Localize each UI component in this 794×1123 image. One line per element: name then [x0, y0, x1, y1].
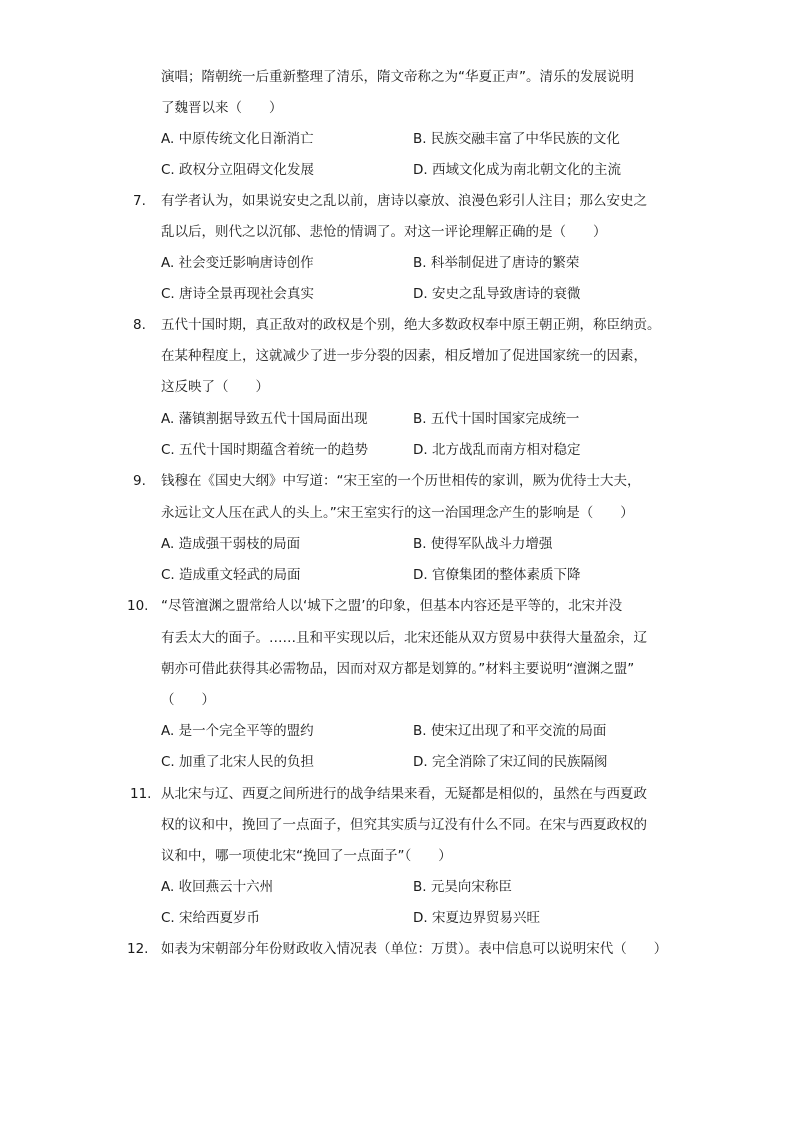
question-11-line-3: 议和中，哪一项使北宋“挽回了一点面子”（ ）	[161, 848, 452, 864]
question-9-number: 9.	[133, 473, 146, 489]
question-10-line-2: 有丢太大的面子。……且和平实现以后，北宋还能从双方贸易中获得大量盈余，辽	[161, 630, 647, 646]
question-9-line-2: 永远让文人压在武人的头上。”宋王室实行的这一治国理念产生的影响是（ ）	[161, 505, 634, 521]
question-9-option-a[interactable]: A. 造成强干弱枝的局面	[161, 536, 301, 552]
question-9-option-c[interactable]: C. 造成重文轻武的局面	[161, 567, 301, 583]
question-11-line-1: 从北宋与辽、西夏之间所进行的战争结果来看，无疑都是相似的，虽然在与西夏政	[161, 786, 647, 802]
question-10-line-4: （ ）	[161, 692, 215, 708]
question-11-option-a[interactable]: A. 收回燕云十六州	[161, 879, 274, 895]
question-8-option-a[interactable]: A. 藩镇割据导致五代十国局面出现	[161, 411, 368, 427]
question-12-line-1: 如表为宋朝部分年份财政收入情况表（单位：万贯）。表中信息可以说明宋代（ ）	[161, 941, 668, 957]
question-11-line-2: 权的议和中，挽回了一点面子，但究其实质与辽没有什么不同。在宋与西夏政权的	[161, 817, 647, 833]
question-10-line-3: 朝亦可借此获得其必需物品，因而对双方都是划算的。”材料主要说明“澶渊之盟”	[161, 661, 635, 677]
intro-option-b[interactable]: B. 民族交融丰富了中华民族的文化	[413, 131, 620, 147]
question-7-number: 7.	[133, 193, 146, 209]
question-10-option-a[interactable]: A. 是一个完全平等的盟约	[161, 723, 314, 739]
question-7-line-2: 乱以后，则代之以沉郁、悲怆的情调了。对这一评论理解正确的是（ ）	[161, 224, 607, 240]
intro-line-1: 演唱；隋朝统一后重新整理了清乐，隋文帝称之为“华夏正声”。清乐的发展说明	[161, 69, 634, 85]
question-11-option-b[interactable]: B. 元昊向宋称臣	[413, 879, 512, 895]
question-11-number: 11.	[130, 786, 152, 802]
question-7-line-1: 有学者认为，如果说安史之乱以前，唐诗以豪放、浪漫色彩引人注目；那么安史之	[161, 193, 647, 209]
question-8-option-d[interactable]: D. 北方战乱而南方相对稳定	[413, 442, 581, 458]
question-9-line-1: 钱穆在《国史大纲》中写道：“宋王室的一个历世相传的家训，厥为优待士大夫，	[161, 473, 641, 489]
question-10-option-d[interactable]: D. 完全消除了宋辽间的民族隔阂	[413, 754, 608, 770]
question-11-option-c[interactable]: C. 宋给西夏岁币	[161, 910, 261, 926]
question-7-option-d[interactable]: D. 安史之乱导致唐诗的衰微	[413, 286, 581, 302]
question-9-option-d[interactable]: D. 官僚集团的整体素质下降	[413, 567, 581, 583]
question-10-number: 10.	[127, 598, 149, 614]
question-10-option-b[interactable]: B. 使宋辽出现了和平交流的局面	[413, 723, 607, 739]
intro-line-2: 了魏晋以来（ ）	[161, 100, 283, 116]
question-11-option-d[interactable]: D. 宋夏边界贸易兴旺	[413, 910, 540, 926]
question-8-line-2: 在某种程度上，这就减少了进一步分裂的因素，相反增加了促进国家统一的因素，	[161, 348, 647, 364]
question-8-number: 8.	[133, 317, 146, 333]
intro-option-d[interactable]: D. 西域文化成为南北朝文化的主流	[413, 162, 621, 178]
question-8-option-c[interactable]: C. 五代十国时期蕴含着统一的趋势	[161, 442, 369, 458]
question-8-option-b[interactable]: B. 五代十国时国家完成统一	[413, 411, 580, 427]
question-10-line-1: “尽管澶渊之盟常给人以‘城下之盟’的印象，但基本内容还是平等的，北宋并没	[161, 598, 623, 614]
question-12-number: 12.	[127, 941, 149, 957]
intro-option-a[interactable]: A. 中原传统文化日渐消亡	[161, 131, 314, 147]
question-7-option-b[interactable]: B. 科举制促进了唐诗的繁荣	[413, 255, 580, 271]
question-9-option-b[interactable]: B. 使得军队战斗力增强	[413, 536, 553, 552]
question-10-option-c[interactable]: C. 加重了北宋人民的负担	[161, 754, 315, 770]
intro-option-c[interactable]: C. 政权分立阻碍文化发展	[161, 162, 315, 178]
question-7-option-c[interactable]: C. 唐诗全景再现社会真实	[161, 286, 315, 302]
question-7-option-a[interactable]: A. 社会变迁影响唐诗创作	[161, 255, 314, 271]
question-8-line-3: 这反映了（ ）	[161, 379, 269, 395]
question-8-line-1: 五代十国时期，真正敌对的政权是个别，绝大多数政权奉中原王朝正朔，称臣纳贡。	[161, 317, 661, 333]
